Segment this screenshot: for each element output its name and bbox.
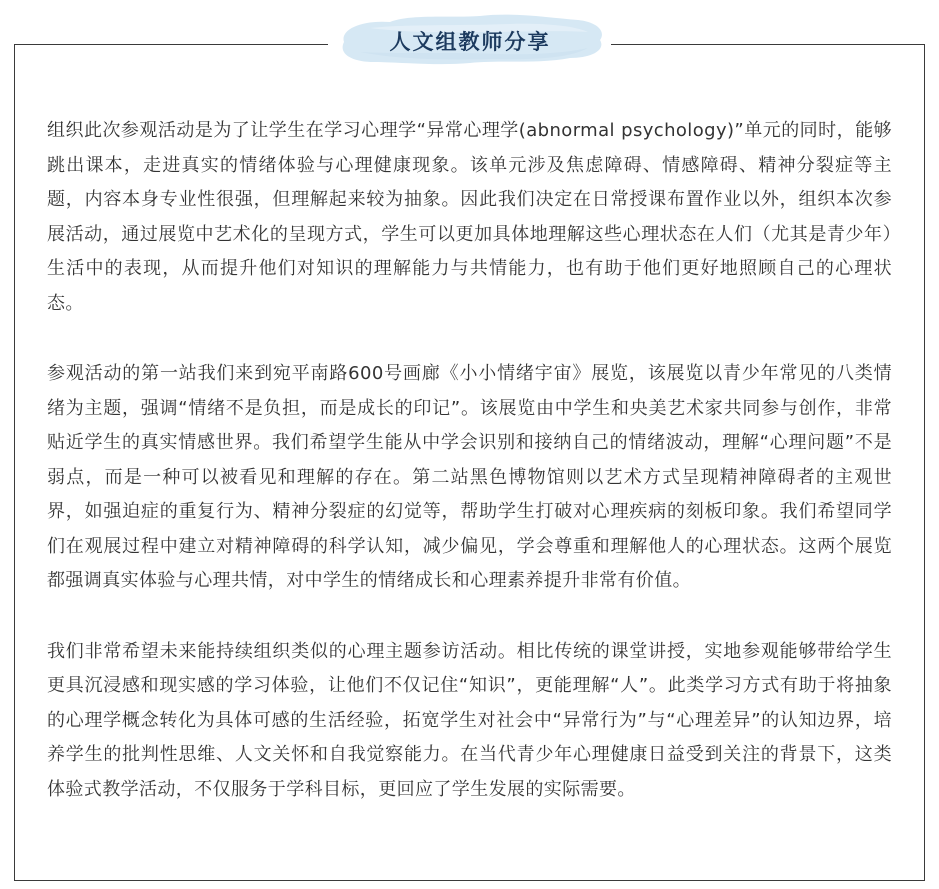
page-title: 人文组教师分享: [389, 30, 551, 54]
section-header: [330, 8, 610, 70]
paragraph-2: 参观活动的第一站我们来到宛平南路600号画廊《小小情绪宇宙》展览，该展览以青少年常见的八类情绪为主题，强调“情绪不是负担，而是成长的印记”。该展览由中学生和央美艺术家共同参与创作，非常贴近学生的真实情感世界。我们希望学生能从中学会识别和接纳自己的情绪波动，理解“心理问题”不是弱点，而是一种可以被看见和理解的存在。第二站黑色博物馆则以艺术方式呈现精神障碍者的主观世界，如强迫症的重复行为、精神分裂症的幻觉等，帮助学生打破对心理疾病的刻板印象。我们希望同学们在观展过程中建立对精神障碍的科学认知，减少偏见，学会尊重和理解他人的心理状态。这两个展览都强调真实体验与心理共情，对中学生的情绪成长和心理素养提升非常有价值。: [47, 363, 892, 591]
article-body: [47, 114, 892, 843]
paragraph-1: 组织此次参观活动是为了让学生在学习心理学“异常心理学(abnormal psychology)”单元的同时，能够跳出课本，走进真实的情绪体验与心理健康现象。该单元涉及焦虑障碍、情感障碍、精神分裂症等主题，内容本身专业性很强，但理解起来较为抽象。因此我们决定在日常授课布置作业以外，组织本次参展活动，通过展览中艺术化的呈现方式，学生可以更加具体地理解这些心理状态在人们（尤其是青少年）生活中的表现，从而提升他们对知识的理解能力与共情能力，也有助于他们更好地照顾自己的心理状态。: [47, 120, 892, 314]
paragraph-3: 我们非常希望未来能持续组织类似的心理主题参访活动。相比传统的课堂讲授，实地参观能够带给学生更具沉浸感和现实感的学习体验，让他们不仅记住“知识”，更能理解“人”。此类学习方式有助于将抽象的心理学概念转化为具体可感的生活经验，拓宽学生对社会中“异常行为”与“心理差异”的认知边界，培养学生的批判性思维、人文关怀和自我觉察能力。在当代青少年心理健康日益受到关注的背景下，这类体验式教学活动，不仅服务于学科目标，更回应了学生发展的实际需要。: [47, 640, 892, 800]
